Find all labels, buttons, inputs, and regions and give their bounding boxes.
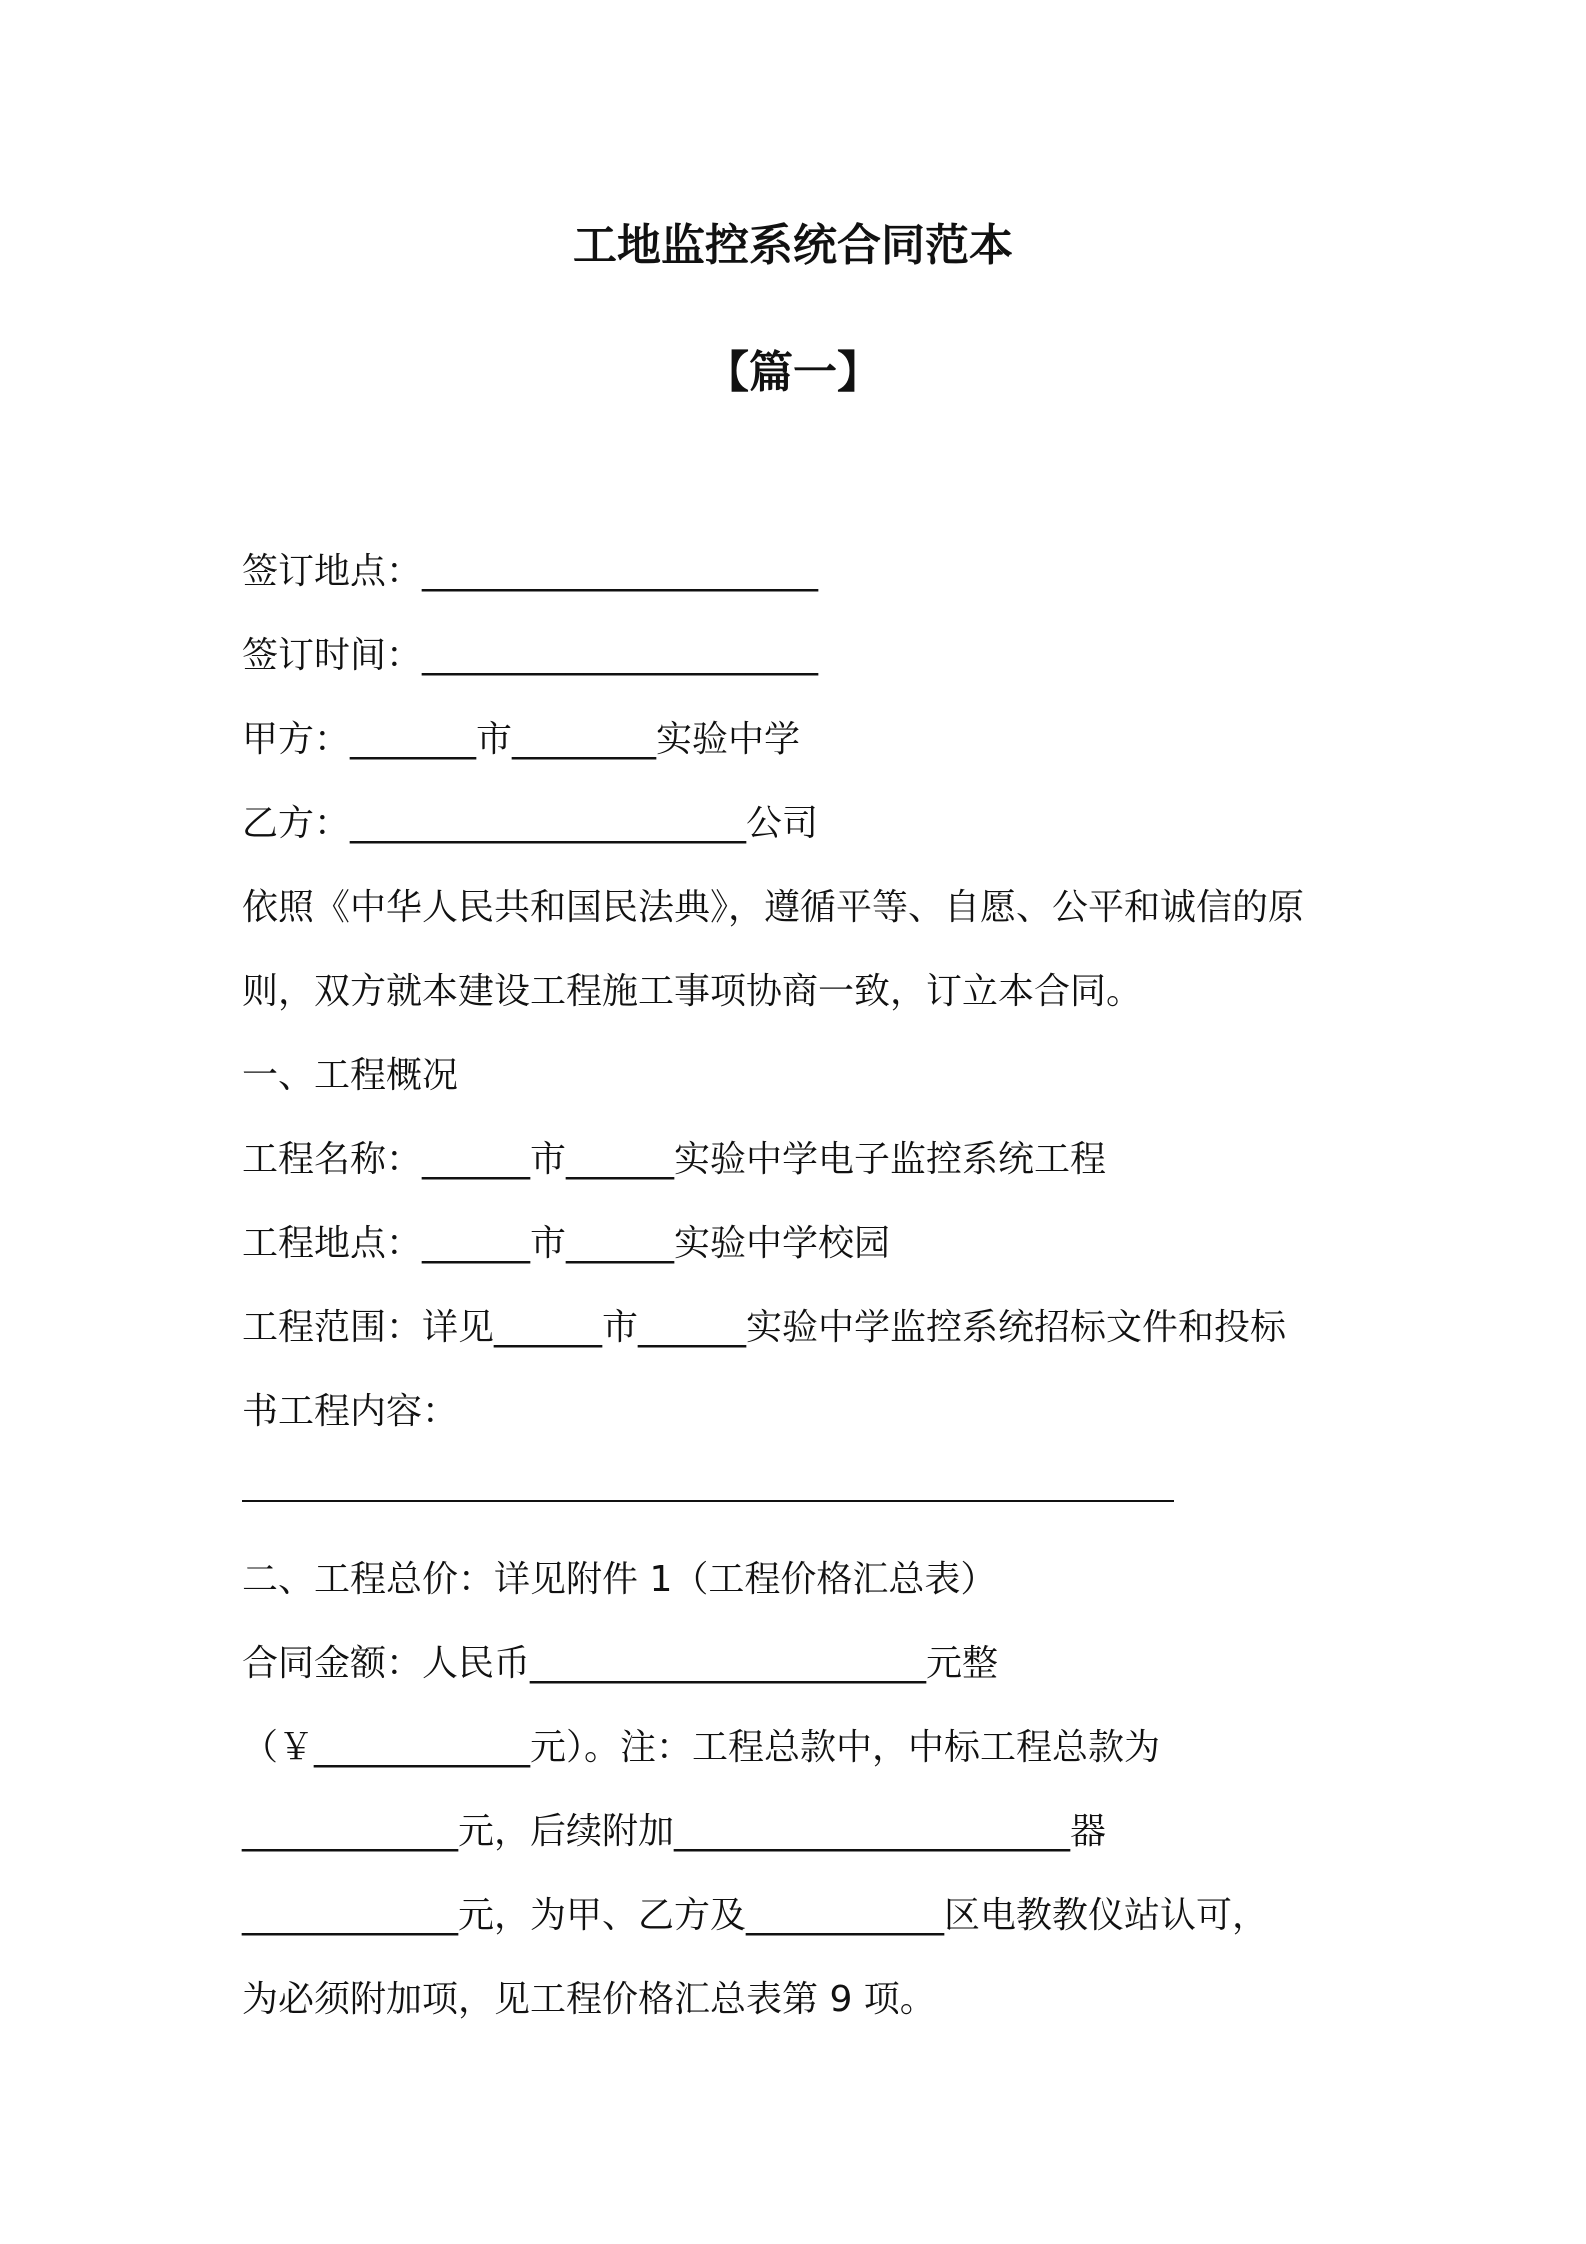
amount-note-line-4: 为必须附加项，见工程价格汇总表第 9 项。 (242, 1979, 936, 2020)
document-body (242, 530, 1362, 2042)
fill-in-rule (242, 1500, 1174, 1502)
section-2-heading: 二、工程总价：详见附件 1（工程价格汇总表） (242, 1559, 997, 1600)
preamble-line-1: 依照《中华人民共和国民法典》，遵循平等、自愿、公平和诚信的原 (242, 887, 1305, 928)
signing-time-line: 签订时间：______________________ (242, 635, 819, 676)
amount-note-line-3: ____________元，为甲、乙方及___________区电教教仪站认可， (242, 1895, 1269, 1936)
project-scope-line-2: 书工程内容： (242, 1391, 459, 1432)
contract-amount-line: 合同金额：人民币______________________元整 (242, 1643, 999, 1684)
preamble-line-2: 则，双方就本建设工程施工事项协商一致，订立本合同。 (242, 971, 1143, 1012)
project-scope-line-1: 工程范围：详见______市______实验中学监控系统招标文件和投标 (242, 1307, 1287, 1348)
amount-note-line-2: ____________元，后续附加______________________器 (242, 1811, 1107, 1852)
party-a-line: 甲方：_______市________实验中学 (242, 719, 801, 760)
document-title: 工地监控系统合同范本 (573, 220, 1013, 271)
blank-fill-line (242, 1454, 1362, 1538)
section-1-heading: 一、工程概况 (242, 1055, 459, 1096)
signing-place-line: 签订地点：______________________ (242, 551, 819, 592)
project-location-line: 工程地点：______市______实验中学校园 (242, 1223, 891, 1264)
project-name-line: 工程名称：______市______实验中学电子监控系统工程 (242, 1139, 1107, 1180)
document-subtitle: 【篇一】 (705, 347, 881, 398)
party-b-line: 乙方：______________________公司 (242, 803, 819, 844)
amount-note-line-1: （￥____________元）。注：工程总款中，中标工程总款为 (242, 1727, 1161, 1768)
